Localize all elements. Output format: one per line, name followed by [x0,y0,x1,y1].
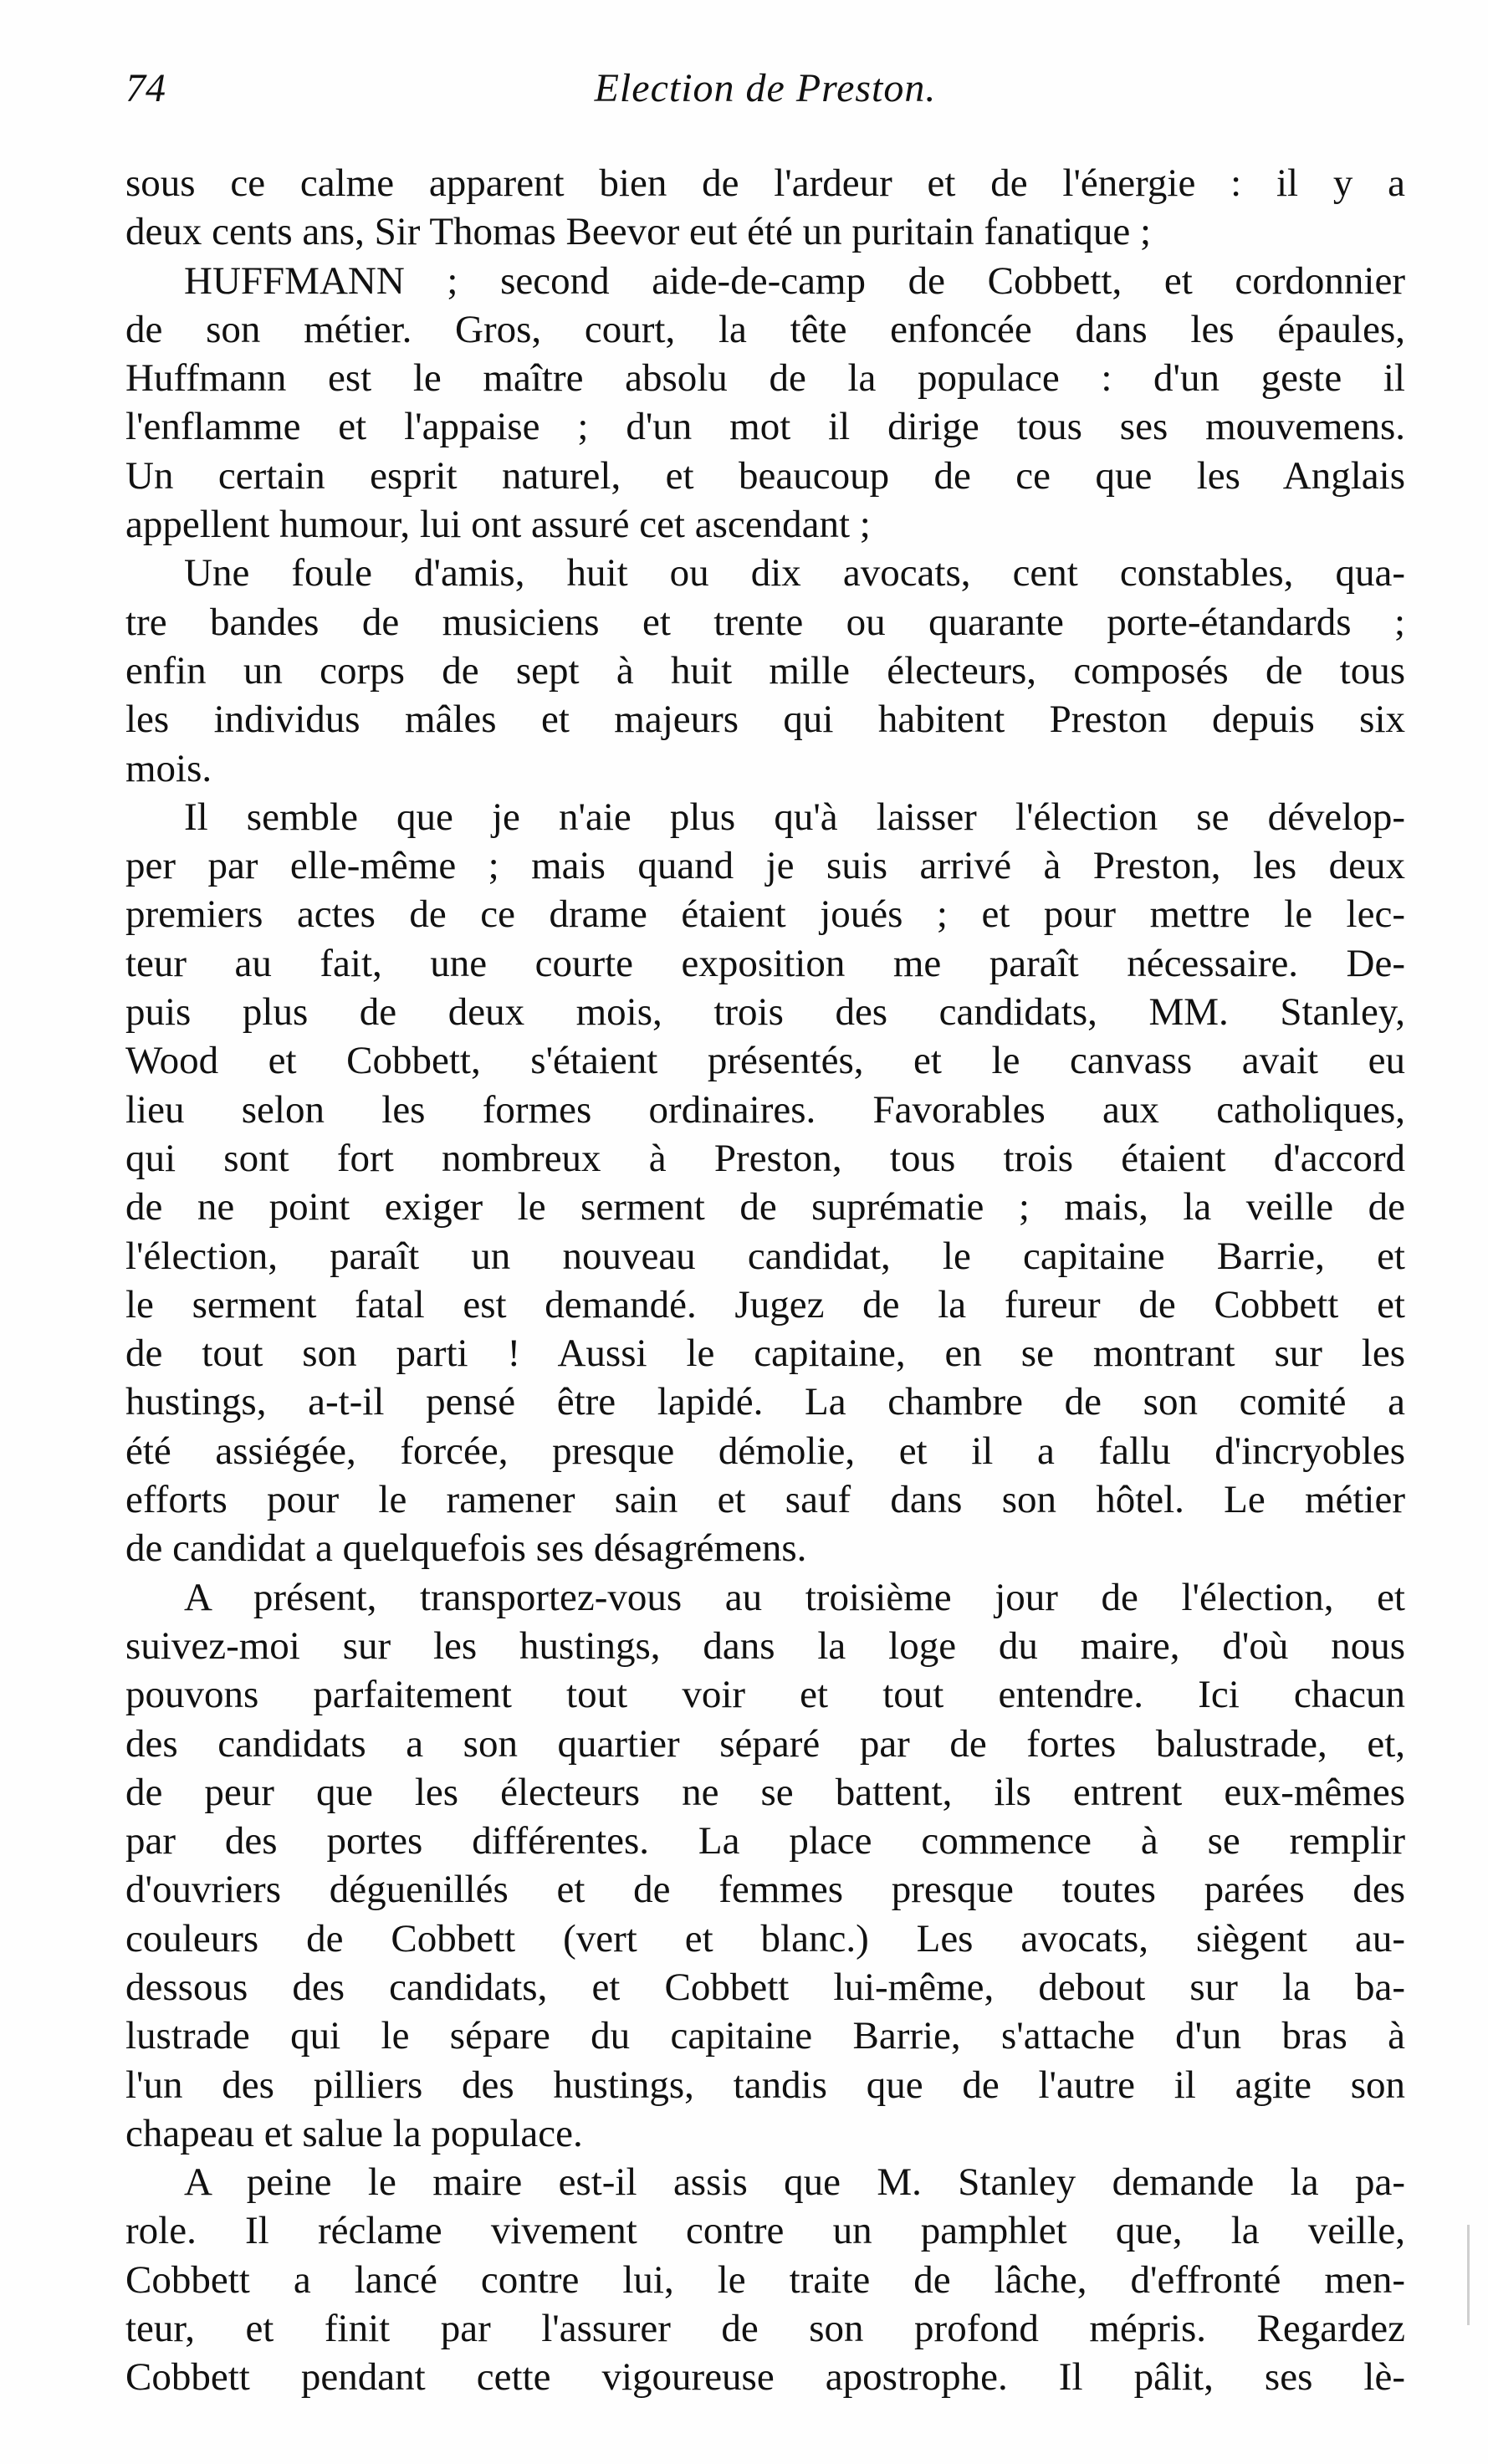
text-line: teur au fait, une courte exposition me paraît nécessaire. De- [125,941,1405,985]
page-header [125,65,1405,124]
text-line: d'ouvriers déguenillés et de femmes presque toutes parées des [125,1868,1405,1912]
text-line: tre bandes de musiciens et trente ou quarante porte-étandards ; [125,600,1405,644]
text-line: de son métier. Gros, court, la tête enfoncée dans les épaules, [125,307,1405,351]
text-line: hustings, a-t-il pensé être lapidé. La chambre de son comité a [125,1380,1405,1424]
text-line: suivez-moi sur les hustings, dans la loge du maire, d'où nous [125,1623,1405,1668]
text-line: Huffmann est le maître absolu de la populace : d'un geste il [125,356,1405,401]
text-line: pouvons parfaitement tout voir et tout entendre. Ici chacun [125,1673,1405,1717]
text-line: Une foule d'amis, huit ou dix avocats, cent constables, qua- [184,551,1405,596]
text-line: qui sont fort nombreux à Preston, tous trois étaient d'accord [125,1136,1405,1180]
text-line: le serment fatal est demandé. Jugez de la fureur de Cobbett et [125,1282,1405,1327]
text-line: chapeau et salue la populace. [125,2111,583,2155]
text-line: l'enflamme et l'appaise ; d'un mot il dirige tous ses mouvemens. [125,405,1405,449]
text-line: par des portes différentes. La place commence à se remplir [125,1819,1405,1863]
text-line: deux cents ans, Sir Thomas Beevor eut été un puritain fanatique ; [125,210,1152,254]
text-line: de tout son parti ! Aussi le capitaine, en se montrant sur les [125,1332,1405,1376]
text-line: de ne point exiger le serment de suprématie ; mais, la veille de [125,1185,1405,1229]
text-line: per par elle-même ; mais quand je suis arrivé à Preston, les deux [125,844,1405,888]
text-line: Cobbett a lancé contre lui, le traite de lâche, d'effronté men- [125,2257,1405,2302]
text-line: sous ce calme apparent bien de l'ardeur et de l'énergie : il y a [125,161,1405,205]
text-line: l'un des pilliers des hustings, tandis que de l'autre il agite son [125,2063,1405,2107]
text-line: appellent humour, lui ont assuré cet ascendant ; [125,503,871,547]
text-line: premiers actes de ce drame étaient joués ; et pour mettre le lec- [125,892,1405,937]
text-line: dessous des candidats, et Cobbett lui-même, debout sur la ba- [125,1965,1405,2009]
text-line: Wood et Cobbett, s'étaient présentés, et le canvass avait eu [125,1039,1405,1083]
text-line: HUFFMANN ; second aide-de-camp de Cobbett, et cordonnier [184,258,1405,303]
text-line: de candidat a quelquefois ses désagrémens. [125,1526,807,1571]
text-line: enfin un corps de sept à huit mille électeurs, composés de tous [125,648,1405,693]
margin-scan-mark [1467,2225,1470,2325]
running-title: Election de Preston. [594,66,937,110]
text-line: des candidats a son quartier séparé par de fortes balustrade, et, [125,1721,1405,1766]
text-line: l'élection, paraît un nouveau candidat, le capitaine Barrie, et [125,1234,1405,1278]
text-line: Il semble que je n'aie plus qu'à laisser l'élection se dévelop- [184,795,1405,839]
text-line: de peur que les électeurs ne se battent, ils entrent eux-mêmes [125,1770,1405,1814]
text-line: A peine le maire est-il assis que M. Stanley demande la pa- [184,2160,1405,2205]
body-text [125,159,1405,2402]
text-line: lieu selon les formes ordinaires. Favorables aux catholiques, [125,1087,1405,1132]
text-line: A présent, transportez-vous au troisième jour de l'élection, et [184,1575,1405,1619]
text-line: mois. [125,746,212,790]
text-line: efforts pour le ramener sain et sauf dans son hôtel. Le métier [125,1478,1405,1522]
text-line: couleurs de Cobbett (vert et blanc.) Les avocats, siègent au- [125,1916,1405,1960]
text-line: les individus mâles et majeurs qui habitent Preston depuis six [125,698,1405,742]
text-line: teur, et finit par l'assurer de son profond mépris. Regardez [125,2307,1405,2351]
text-line: été assiégée, forcée, presque démolie, et il a fallu d'incryobles [125,1429,1405,1473]
text-line: lustrade qui le sépare du capitaine Barrie, s'attache d'un bras à [125,2014,1405,2058]
text-line: puis plus de deux mois, trois des candidats, MM. Stanley, [125,990,1405,1035]
page-number: 74 [125,66,166,110]
text-line: Cobbett pendant cette vigoureuse apostrophe. Il pâlit, ses lè- [125,2355,1405,2400]
text-line: Un certain esprit naturel, et beaucoup de ce que les Anglais [125,453,1405,498]
text-line: role. Il réclame vivement contre un pamphlet que, la veille, [125,2209,1405,2253]
